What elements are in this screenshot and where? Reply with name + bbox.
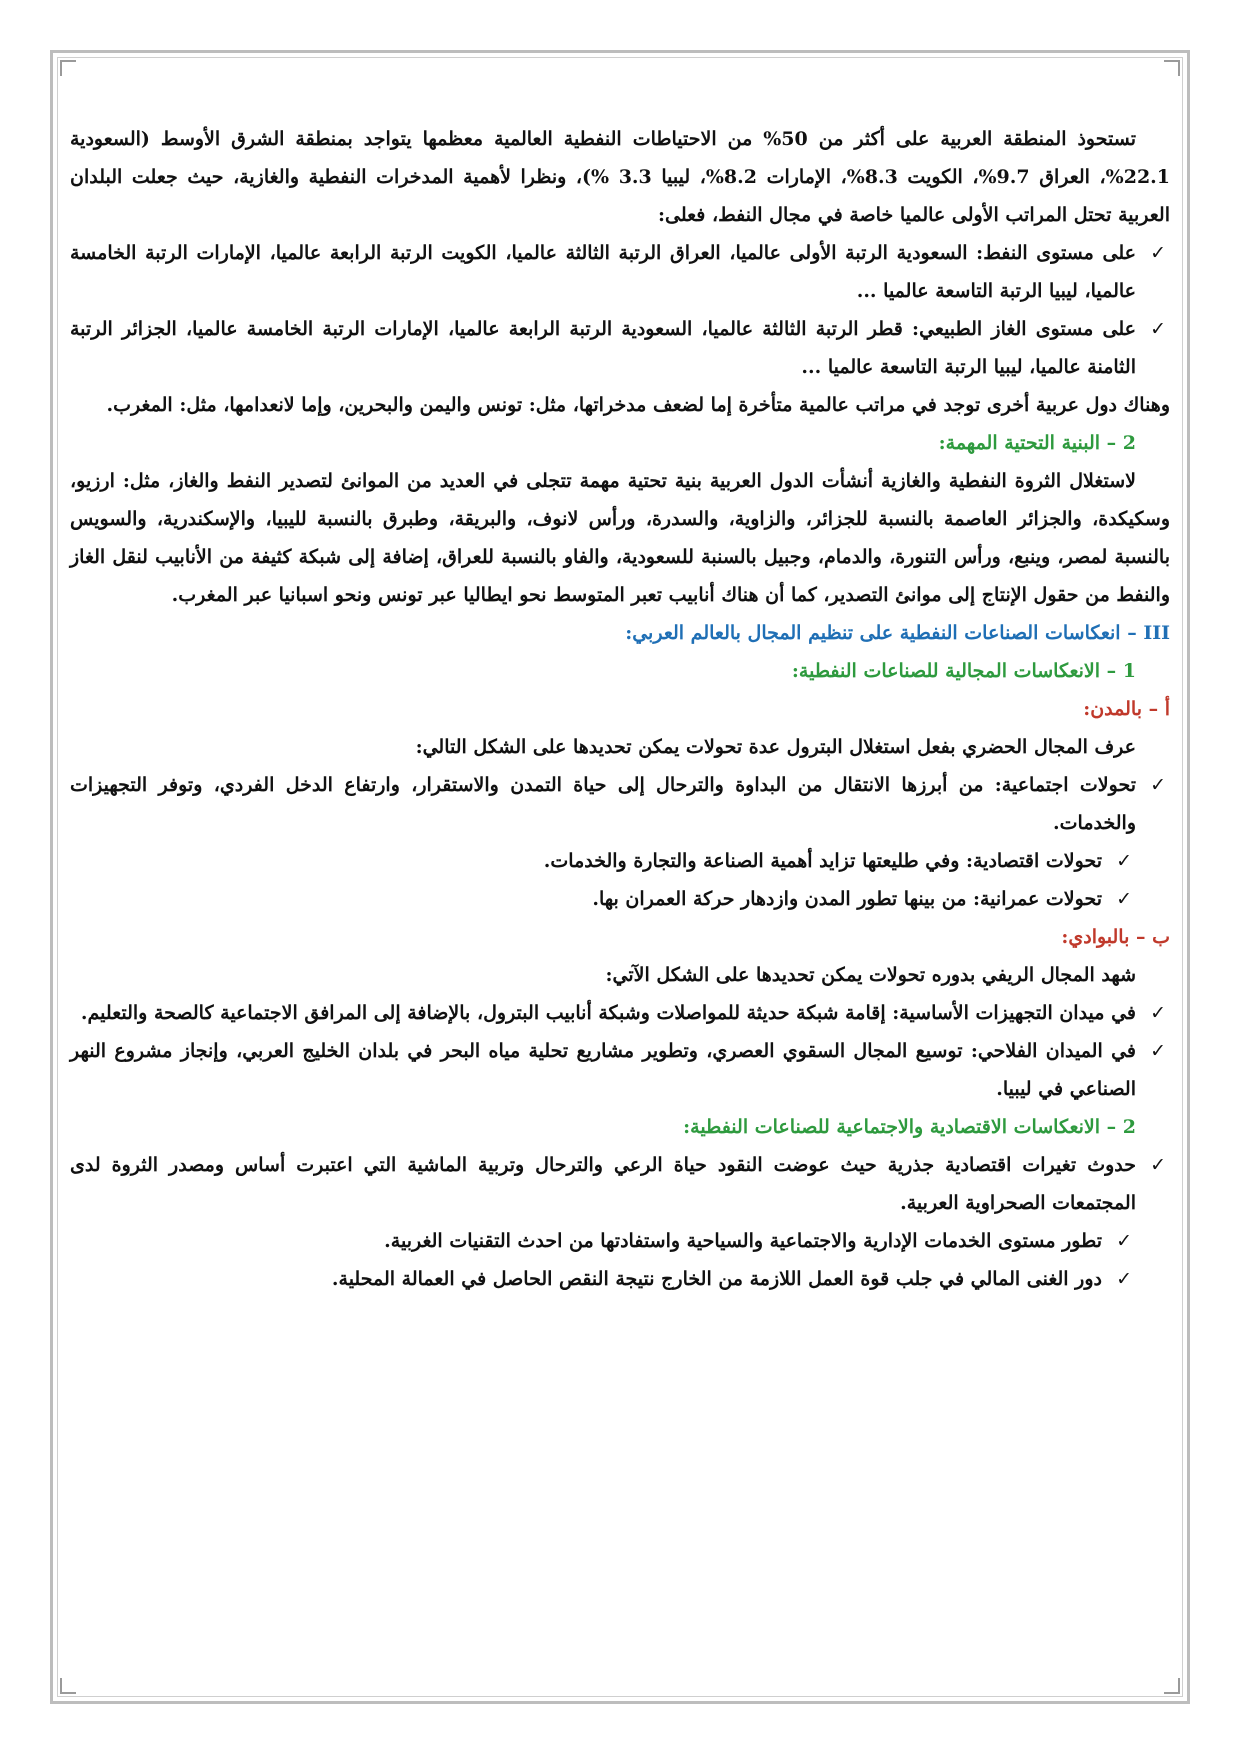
intro-paragraph: تستحوذ المنطقة العربية على أكثر من 50% من الاحتياطات النفطية العالمية معظمها يتواجد بمنطقة الشرق الأوسط (السعودية 22.1%، العراق 9.7%، الكويت 8.3%، الإمارات 8.2%، ليبيا 3.3 %)، ونظرا لأهمية المدخرات النفطية والغازية، حيث جعلت البلدان العربية تحتل المراتب الأولى عالميا خاصة في مجال النفط، فعلى: (70, 128, 1170, 226)
list-item: ✓ حدوث تغيرات اقتصادية جذرية حيث عوضت النقود حياة الرعي والترحال وتربية الماشية التي اعتبرت أساس ومصدر الثروة لدى المجتمعات الصحراوية العربية. (70, 1146, 1170, 1222)
check-icon: ✓ (1150, 1002, 1166, 1024)
section2-heading: 2 – البنية التحتية المهمة: (938, 432, 1136, 454)
cities-heading: أ – بالمدن: (1083, 698, 1170, 720)
cities-list (70, 766, 1170, 842)
corner-ornament (60, 60, 76, 76)
list-item: ✓ تحولات اجتماعية: من أبرزها الانتقال من البداوة والترحال إلى حياة التمدن والاستقرار، وارتفاع الدخل الفردي، وتوفر التجهيزات والخدمات. (70, 766, 1170, 842)
check-icon: ✓ (1150, 318, 1166, 340)
section3-heading: III – انعكاسات الصناعات النفطية على تنظيم المجال بالعالم العربي: (625, 622, 1170, 644)
list-item: ✓ تطور مستوى الخدمات الإدارية والاجتماعية والسياحية واستفادتها من احدث التقنيات الغربية. (70, 1222, 1136, 1260)
other-countries-paragraph: وهناك دول عربية أخرى توجد في مراتب عالمية متأخرة إما لضعف مدخراتها، مثل: تونس واليمن والبحرين، وإما لانعدامها، مثل: المغرب. (106, 394, 1170, 416)
list-item: ✓ في الميدان الفلاحي: توسيع المجال السقوي العصري، وتطوير مشاريع تحلية مياه البحر في بلدان الخليج العربي، وإنجاز مشروع النهر الصناعي في ليبيا. (70, 1032, 1170, 1108)
list-item: ✓ دور الغنى المالي في جلب قوة العمل اللازمة من الخارج نتيجة النقص الحاصل في العمالة المحلية. (70, 1260, 1136, 1298)
list-item: ✓ تحولات عمرانية: من بينها تطور المدن وازدهار حركة العمران بها. (70, 880, 1136, 918)
check-icon: ✓ (1116, 888, 1132, 910)
rural-heading: ب – بالبوادي: (1061, 926, 1170, 948)
corner-ornament (1164, 1678, 1180, 1694)
sub2-heading: 2 – الانعكاسات الاقتصادية والاجتماعية للصناعات النفطية: (683, 1116, 1136, 1138)
corner-ornament (1164, 60, 1180, 76)
check-icon: ✓ (1116, 1230, 1132, 1252)
check-icon: ✓ (1150, 1040, 1166, 1062)
infrastructure-paragraph: لاستغلال الثروة النفطية والغازية أنشأت الدول العربية بنية تحتية مهمة تتجلى في العديد من الموانئ لتصدير النفط والغاز، مثل: ارزيو، وسكيكدة، والجزائر العاصمة بالنسبة للجزائر، والزاوية، والسدرة، ورأس لانوف، والبريقة، وطبرق بالنسبة لليبيا، والإسكندرية، والسويس بالنسبة لمصر، وينبع، ورأس التنورة، والدمام، وجبيل بالسنبة للسعودية، والفاو بالنسبة للعراق، إضافة إلى شبكة كثيفة من الأنابيب لنقل الغاز والنفط من حقول الإنتاج إلى موانئ التصدير، كما أن هناك أنابيب تعبر المتوسط نحو ايطاليا عبر تونس ونحو اسبانيا عبر المغرب. (70, 470, 1170, 606)
rural-list (70, 994, 1170, 1108)
list-item: ✓ تحولات اقتصادية: وفي طليعتها تزايد أهمية الصناعة والتجارة والخدمات. (70, 842, 1136, 880)
cities-intro: عرف المجال الحضري بفعل استغلال البترول عدة تحولات يمكن تحديدها على الشكل التالي: (415, 736, 1136, 758)
list-item: ✓ على مستوى الغاز الطبيعي: قطر الرتبة الثالثة عالميا، السعودية الرتبة الرابعة عالميا، الإمارات الرتبة الخامسة عالميا، الجزائر الرتبة الثامنة عالميا، ليبيا الرتبة التاسعة عالميا ... (70, 310, 1170, 386)
list-item: ✓ في ميدان التجهيزات الأساسية: إقامة شبكة حديثة للمواصلات وشبكة أنابيب البترول، بالإضافة إلى المرافق الاجتماعية كالصحة والتعليم. (70, 994, 1170, 1032)
econ-list-inset (70, 1222, 1170, 1298)
check-icon: ✓ (1116, 1268, 1132, 1290)
cities-list-inset (70, 842, 1170, 918)
corner-ornament (60, 1678, 76, 1694)
rural-intro: شهد المجال الريفي بدوره تحولات يمكن تحديدها على الشكل الآتي: (605, 964, 1136, 986)
sub1-heading: 1 – الانعكاسات المجالية للصناعات النفطية: (791, 660, 1136, 682)
check-icon: ✓ (1150, 242, 1166, 264)
check-icon: ✓ (1116, 850, 1132, 872)
check-icon: ✓ (1150, 1154, 1166, 1176)
rank-list (70, 234, 1170, 386)
list-item: ✓ على مستوى النفط: السعودية الرتبة الأولى عالميا، العراق الرتبة الثالثة عالميا، الكويت الرتبة الرابعة عالميا، الإمارات الرتبة الخامسة عالميا، ليبيا الرتبة التاسعة عالميا ... (70, 234, 1170, 310)
econ-list (70, 1146, 1170, 1222)
check-icon: ✓ (1150, 774, 1166, 796)
document-body (70, 120, 1170, 1298)
